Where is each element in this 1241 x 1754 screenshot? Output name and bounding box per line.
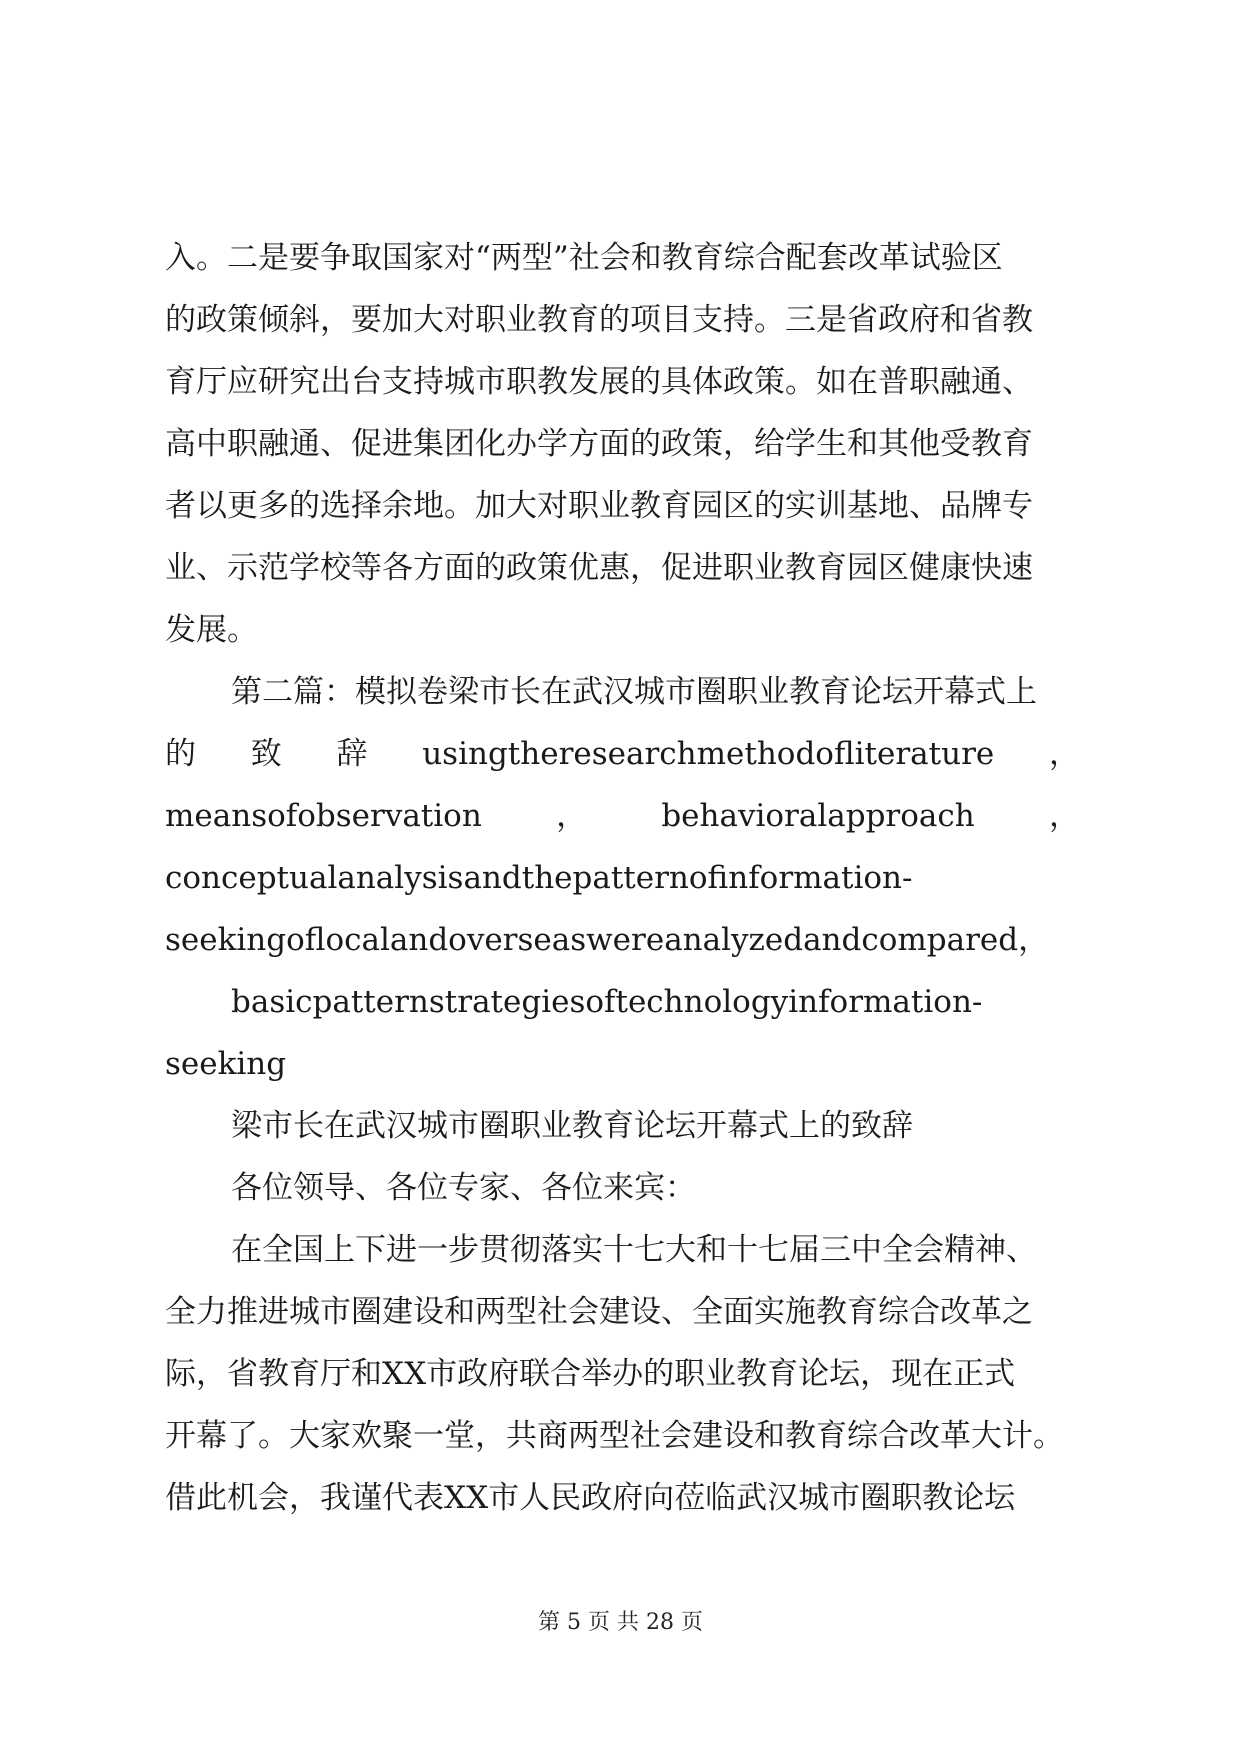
title-word: meansofobservation [165, 798, 482, 834]
speech-title: 梁市长在武汉城市圈职业教育论坛开幕式上的致辞 [231, 1108, 913, 1144]
paragraph-line: 入。二是要争取国家对“两型”社会和教育综合配套改革试验区 [165, 240, 1003, 276]
speech-body-line: 全力推进城市圈建设和两型社会建设、全面实施教育综合改革之 [165, 1294, 1033, 1330]
title-word: usingtheresearchmethodofliterature [422, 736, 995, 772]
paragraph-line: 发展。 [165, 612, 258, 648]
title-word: 致 [250, 736, 282, 772]
speech-body-line: 际，省教育厅和XX市政府联合举办的职业教育论坛，现在正式 [165, 1356, 1016, 1392]
section-title-line: basicpatternstrategiesoftechnologyinformation- [231, 984, 983, 1020]
speech-body-line: 借此机会，我谨代表XX市人民政府向莅临武汉城市圈职教论坛 [165, 1480, 1016, 1516]
speech-body-line: 在全国上下进一步贯彻落实十七大和十七届三中全会精神、 [231, 1232, 1037, 1268]
section-title-line: conceptualanalysisandthepatternofinformation- [165, 860, 913, 896]
speech-body-line: 开幕了。大家欢聚一堂，共商两型社会建设和教育综合改革大计。 [165, 1418, 1064, 1454]
paragraph-line: 业、示范学校等各方面的政策优惠，促进职业教育园区健康快速 [165, 550, 1033, 586]
paragraph-line: 的政策倾斜，要加大对职业教育的项目支持。三是省政府和省教 [165, 302, 1033, 338]
section-title-line: seeking [165, 1046, 287, 1082]
title-word: 辞 [336, 736, 368, 772]
paragraph-line: 高中职融通、促进集团化办学方面的政策，给学生和其他受教育 [165, 426, 1033, 462]
paragraph-line: 者以更多的选择余地。加大对职业教育园区的实训基地、品牌专 [165, 488, 1033, 524]
title-word: 的 [165, 736, 196, 772]
section-title-line: seekingoflocalandoverseaswereanalyzedandcompared， [165, 922, 1050, 958]
title-word: ， [1048, 798, 1080, 834]
title-word: behavioralapproach [661, 798, 975, 834]
paragraph-line: 育厅应研究出台支持城市职教发展的具体政策。如在普职融通、 [165, 364, 1033, 400]
section-title-line-justified [165, 796, 1080, 836]
title-word: ， [556, 798, 588, 834]
title-word: ， [1048, 736, 1080, 772]
speech-salutation: 各位领导、各位专家、各位来宾： [231, 1170, 696, 1206]
section-title-line-justified [165, 734, 1080, 774]
page-number-footer: 第 5 页 共 28 页 [538, 1610, 703, 1635]
section-title-line: 第二篇：模拟卷梁市长在武汉城市圈职业教育论坛开幕式上 [231, 674, 1037, 710]
